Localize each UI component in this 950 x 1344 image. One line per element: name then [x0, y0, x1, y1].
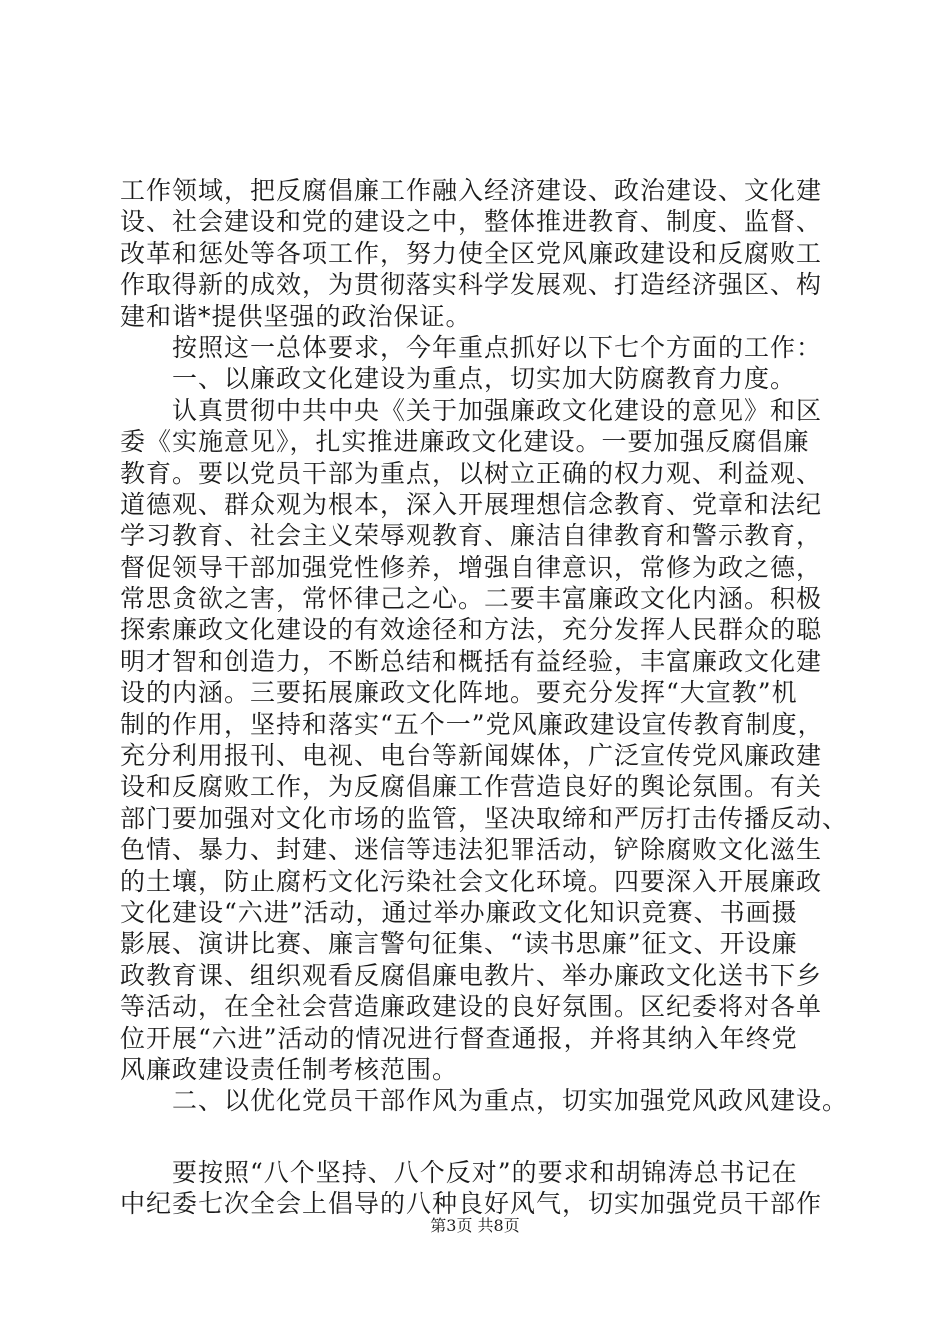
text-line: 风廉政建设责任制考核范围。: [120, 1054, 459, 1084]
paragraph-gap: [120, 1117, 840, 1157]
text-line: 中纪委七次全会上倡导的八种良好风气，切实加强党员干部作: [120, 1189, 823, 1219]
text-line: 建和谐*提供坚强的政治保证。: [120, 301, 472, 331]
section-heading-2: 二、以优化党员干部作风为重点，切实加强党风政风建设。: [120, 1086, 849, 1116]
paragraph-intro: 按照这一总体要求，今年重点抓好以下七个方面的工作：: [120, 332, 823, 362]
text-line: 充分利用报刊、电视、电台等新闻媒体，广泛宣传党风廉政建: [120, 741, 823, 771]
text-line: 设和反腐败工作，为反腐倡廉工作营造良好的舆论氛围。有关: [120, 772, 823, 802]
text-line: 道德观、群众观为根本，深入开展理想信念教育、党章和法纪: [120, 489, 823, 519]
text-line: 位开展“六进”活动的情况进行督查通报，并将其纳入年终党: [120, 1023, 798, 1053]
text-line: 的土壤，防止腐朽文化污染社会文化环境。四要深入开展廉政: [120, 866, 823, 896]
text-line: 工作领域，把反腐倡廉工作融入经济建设、政治建设、文化建: [120, 176, 823, 205]
text-line: 要按照“八个坚持、八个反对”的要求和胡锦涛总书记在: [120, 1157, 798, 1187]
text-line: 督促领导干部加强党性修养，增强自律意识，常修为政之德，: [120, 552, 823, 582]
text-line: 学习教育、社会主义荣辱观教育、廉洁自律教育和警示教育，: [120, 521, 823, 551]
text-line: 探索廉政文化建设的有效途径和方法，充分发挥人民群众的聪: [120, 615, 823, 645]
text-line: 改革和惩处等各项工作，努力使全区党风廉政建设和反腐败工: [120, 238, 823, 268]
text-line: 认真贯彻中共中央《关于加强廉政文化建设的意见》和区: [120, 395, 823, 425]
text-line: 文化建设“六进”活动，通过举办廉政文化知识竞赛、书画摄: [120, 897, 798, 927]
text-line: 常思贪欲之害，常怀律己之心。二要丰富廉政文化内涵。积极: [120, 584, 823, 614]
text-line: 设的内涵。三要拓展廉政文化阵地。要充分发挥“大宣教”机: [120, 678, 798, 708]
text-line: 制的作用，坚持和落实“五个一”党风廉政建设宣传教育制度，: [120, 709, 824, 739]
document-body: [120, 175, 849, 1220]
text-line: 部门要加强对文化市场的监管，坚决取缔和严厉打击传播反动、: [120, 803, 849, 833]
text-line: 政教育课、组织观看反腐倡廉电教片、举办廉政文化送书下乡: [120, 960, 823, 990]
text-line: 色情、暴力、封建、迷信等违法犯罪活动，铲除腐败文化滋生: [120, 835, 823, 865]
text-line: 影展、演讲比赛、廉言警句征集、“读书思廉”征文、开设廉: [120, 929, 798, 959]
section-heading-1: 一、以廉政文化建设为重点，切实加大防腐教育力度。: [120, 364, 797, 394]
page-number-footer: 第3页 共8页: [430, 1216, 520, 1235]
text-line: 委《实施意见》，扎实推进廉政文化建设。一要加强反腐倡廉: [120, 427, 810, 457]
text-line: 作取得新的成效，为贯彻落实科学发展观、打造经济强区、构: [120, 270, 823, 300]
text-line: 设、社会建设和党的建设之中，整体推进教育、制度、监督、: [120, 207, 823, 237]
text-line: 教育。要以党员干部为重点，以树立正确的权力观、利益观、: [120, 458, 823, 488]
text-line: 等活动，在全社会营造廉政建设的良好氛围。区纪委将对各单: [120, 992, 823, 1022]
text-line: 明才智和创造力，不断总结和概括有益经验，丰富廉政文化建: [120, 646, 823, 676]
